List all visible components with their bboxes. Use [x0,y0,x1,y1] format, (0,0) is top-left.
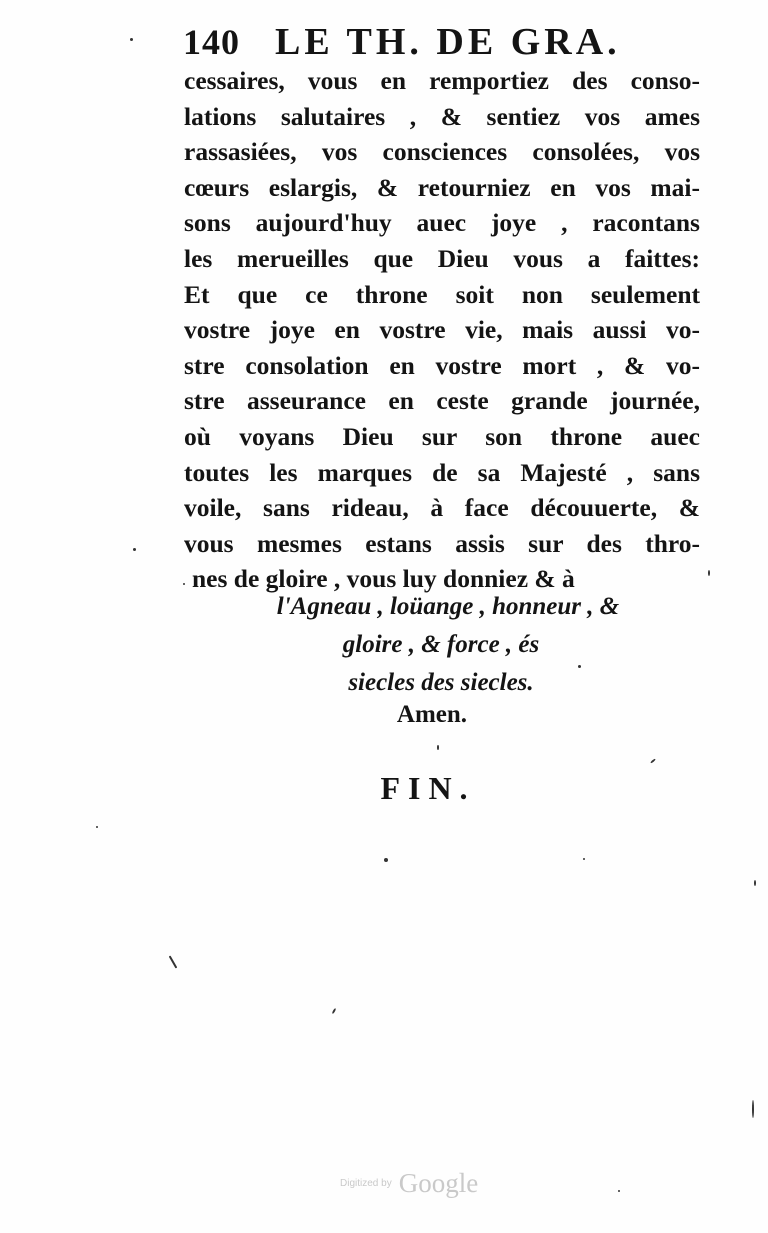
text-line: Et que ce throne soit non seulement [184,279,700,309]
scan-speck [384,858,388,862]
amen-line: Amen. [396,701,468,728]
closing-line: gloire , & force , és [342,631,540,658]
scan-speck [583,858,585,860]
page-header [183,14,703,66]
text-line: voile, sans rideau, à face découuerte, & [184,493,700,523]
closing-doxology [184,588,704,702]
scan-speck [183,583,185,585]
scan-speck [754,880,756,886]
digitized-watermark [340,1168,478,1202]
fin-heading: FIN. [380,770,476,806]
text-line: stre consolation en vostre mort , & vo- [184,350,700,380]
body-text [184,63,704,597]
text-line: où voyans Dieu sur son throne auec [184,421,700,451]
text-line: nes de gloire , vous luy donniez & à [192,564,575,594]
google-logo: Google [398,1168,479,1198]
scan-speck [578,665,581,668]
scan-speck [130,38,133,41]
page-number: 140 [183,22,240,62]
scan-speck [133,548,136,551]
scan-speck [650,758,656,763]
text-line: les merueilles que Dieu vous a faittes: [184,243,700,273]
text-line: rassasiées, vos consciences consolées, vos [184,137,700,167]
running-title: LE TH. DE GRA. [275,21,621,63]
text-line: stre asseurance en ceste grande journée, [184,386,700,416]
scan-speck [752,1100,754,1118]
closing-line: siecles des siecles. [348,669,534,696]
scan-speck [169,955,178,968]
scan-speck [96,826,98,828]
scan-speck [708,570,710,576]
scan-speck [437,745,439,750]
text-line: sons aujourd'huy auec joye , racontans [184,208,700,238]
watermark-prefix: Digitized by [340,1178,392,1189]
text-line: toutes les marques de sa Majesté , sans [184,457,700,487]
scan-speck [618,1190,620,1192]
text-line: cœurs eslargis, & retourniez en vos mai- [184,172,700,202]
text-line: vostre joye en vostre vie, mais aussi vo- [184,315,700,345]
scan-speck [332,1008,337,1014]
text-line: lations salutaires , & sentiez vos ames [184,101,700,131]
text-line: vous mesmes estans assis sur des thro- [184,528,700,558]
closing-line: l'Agneau , loüange , honneur , & [276,593,620,620]
text-line: cessaires, vous en remportiez des conso- [184,66,700,95]
